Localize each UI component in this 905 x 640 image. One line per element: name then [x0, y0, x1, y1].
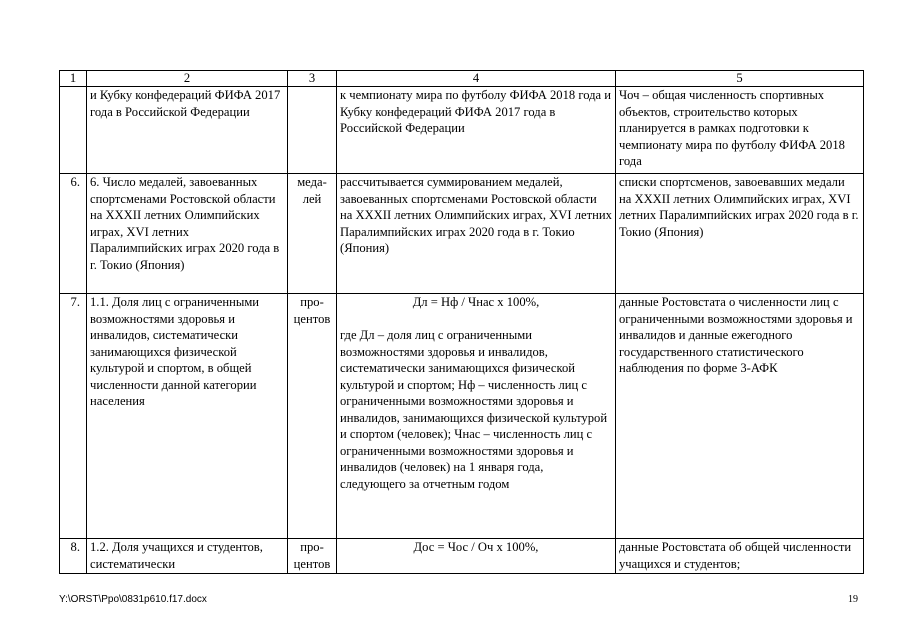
table-row [60, 174, 864, 294]
unit-of-measure: меда-лей [288, 174, 337, 294]
data-source: списки спортсменов, завоевавших медали на XXXII летних Олимпийских играх, XVI летних Паралимпийских играх 2020 года в г. Токио (Япония) [616, 174, 864, 294]
data-source: данные Ростовстата об общей численности учащихся и студентов; [616, 539, 864, 574]
row-number: 7. [60, 294, 87, 539]
table-row [60, 87, 864, 174]
header-cell-4: 4 [337, 71, 616, 87]
row-number: 6. [60, 174, 87, 294]
calculation-method: рассчитывается суммированием медалей, завоеванных спортсменами Ростовской области на XXXII летних Олимпийских играх, XVI летних Паралимпийских играх 2020 года в г. Токио (Япония) [337, 174, 616, 294]
unit-of-measure: про-центов [288, 539, 337, 574]
header-cell-3: 3 [288, 71, 337, 87]
row-number: 8. [60, 539, 87, 574]
indicator-name: 1.1. Доля лиц с ограниченными возможностями здоровья и инвалидов, систематически занимающихся физической культурой и спортом, в общей численности данной категории населения [87, 294, 288, 539]
indicator-name: 1.2. Доля учащихся и студентов, систематически [87, 539, 288, 574]
data-source: Чоч – общая численность спортивных объектов, строительство которых планируется в рамках подготовки к чемпионату мира по футболу ФИФА 2018 года [616, 87, 864, 174]
indicators-table [59, 70, 864, 574]
data-source: данные Ростовстата о численности лиц с ограниченными возможностями здоровья и инвалидов и данные ежегодного государственного статистического наблюдения по форме 3-АФК [616, 294, 864, 539]
indicator-name: 6. Число медалей, завоеванных спортсменами Ростовской области на XXXII летних Олимпийских играх, XVI летних Паралимпийских играх 2020 года в г. Токио (Япония) [87, 174, 288, 294]
header-cell-2: 2 [87, 71, 288, 87]
row-number [60, 87, 87, 174]
formula-explanation: где Дл – доля лиц с ограниченными возможностями здоровья и инвалидов, систематически занимающихся физической культурой и спортом; Нф – численность лиц с ограниченными возможностями здоровья и инвалидов, занимающихся физической культурой и спортом (человек); Чнас – численность лиц с ограниченными возможностями здоровья и инвалидов (человек) на 1 января года, следующего за отчетным годом [340, 328, 608, 491]
header-cell-1: 1 [60, 71, 87, 87]
calculation-formula: Дос = Чос / Оч х 100%, [413, 540, 539, 554]
calculation-method: к чемпионату мира по футболу ФИФА 2018 года и Кубку конфедераций ФИФА 2017 года в Российской Федерации [337, 87, 616, 174]
unit-of-measure: про-центов [288, 294, 337, 539]
file-path-footer: Y:\ORST\Ppo\0831p610.f17.docx [59, 594, 207, 605]
indicator-name: и Кубку конфедераций ФИФА 2017 года в Российской Федерации [87, 87, 288, 174]
header-cell-5: 5 [616, 71, 864, 87]
table-row [60, 294, 864, 539]
unit-of-measure [288, 87, 337, 174]
table-row [60, 539, 864, 574]
calculation-method [337, 294, 616, 539]
document-page [59, 70, 864, 574]
page-number: 19 [848, 594, 858, 605]
calculation-method [337, 539, 616, 574]
table-header-row [60, 71, 864, 87]
calculation-formula: Дл = Нф / Чнас х 100%, [412, 295, 540, 309]
